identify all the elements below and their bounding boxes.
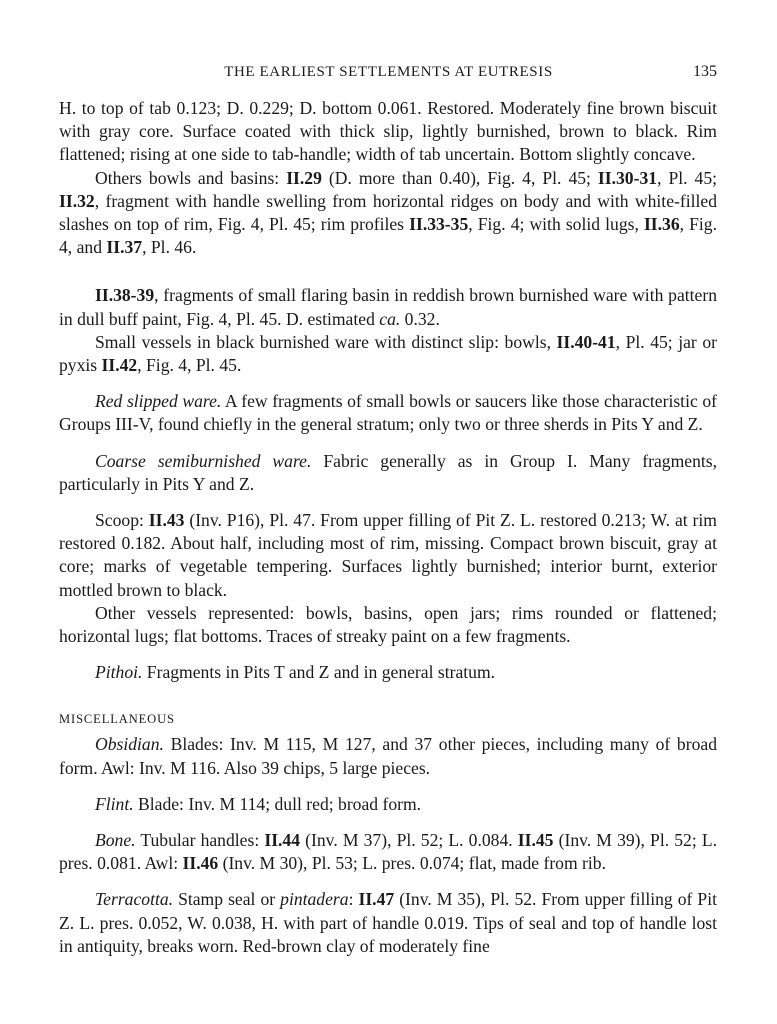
material-heading: Bone. xyxy=(95,830,136,851)
catalog-number: II.46 xyxy=(182,853,219,874)
paragraph-flaring-basin: II.38-39, fragments of small flaring basin in reddish brown burnished ware with pattern in dull buff paint, Fig. 4, Pl. 45. D. estimated ca. 0.32. xyxy=(59,285,717,329)
paragraph-flint: Flint. Blade: Inv. M 114; dull red; broad form. xyxy=(95,793,422,814)
material-heading: Flint. xyxy=(95,793,134,814)
catalog-number: II.44 xyxy=(264,830,301,851)
paragraph-small-vessels: Small vessels in black burnished ware with distinct slip: bowls, II.40-41, Pl. 45; jar or pyxis II.42, Fig. 4, Pl. 45. xyxy=(59,331,717,376)
catalog-number: II.33-35 xyxy=(409,214,469,235)
paragraph-pithoi: Pithoi. Fragments in Pits T and Z and in general stratum. xyxy=(95,662,496,683)
catalog-number: II.37 xyxy=(106,237,143,258)
catalog-number: II.36 xyxy=(643,214,680,235)
paragraph-other-bowls: Others bowls and basins: II.29 (D. more than 0.40), Fig. 4, Pl. 45; II.30-31, Pl. 45; II.32, fragment with handle swelling from horizontal ridges on body and with white-filled slashes on top of rim, Fig. 4, Pl. 45; rim profiles II.33-35, Fig. 4; with solid lugs, II.36, Fig. 4, and II.37, Pl. 46. xyxy=(59,167,718,258)
material-heading: Terracotta. xyxy=(95,889,174,910)
paragraph-terracotta: Terracotta. Stamp seal or pintadera: II.47 (Inv. M 35), Pl. 52. From upper filling of Pit Z. L. pres. 0.052, W. 0.038, H. with part of handle 0.019. Tips of seal and top of handle lost in antiquity, breaks worn. Red-brown clay of moderately fine xyxy=(59,889,717,956)
catalog-number: II.47 xyxy=(358,889,395,910)
material-heading: Obsidian. xyxy=(95,734,164,755)
ware-heading: Red slipped ware. xyxy=(95,391,222,412)
catalog-number: II.45 xyxy=(517,830,554,851)
catalog-number: II.38-39 xyxy=(95,285,155,306)
page-number: 135 xyxy=(693,63,717,80)
catalog-number: II.29 xyxy=(286,167,322,188)
paragraph-bone: Bone. Tubular handles: II.44 (Inv. M 37), Pl. 52; L. 0.084. II.45 (Inv. M 39), Pl. 52; L. pres. 0.081. Awl: II.46 (Inv. M 30), Pl. 53; L. pres. 0.074; flat, made from rib. xyxy=(59,830,718,874)
catalog-number: II.43 xyxy=(148,510,185,531)
catalog-number: II.30-31 xyxy=(597,167,658,188)
ware-heading: Pithoi. xyxy=(95,662,143,683)
paragraph-scoop: Scoop: II.43 (Inv. P16), Pl. 47. From upper filling of Pit Z. L. restored 0.213; W. at rim restored 0.182. About half, including most of rim, missing. Compact brown biscuit, gray at core; marks of vegetable tempering. Surfaces lightly burnished; interior burnt, exterior mottled brown to black. xyxy=(59,510,717,600)
paragraph-coarse-ware: Coarse semiburnished ware. Fabric generally as in Group I. Many fragments, particularly in Pits Y and Z. xyxy=(59,450,718,494)
running-title: THE EARLIEST SETTLEMENTS AT EUTRESIS xyxy=(224,64,553,80)
body-text xyxy=(59,97,717,958)
paragraph-red-slipped-ware: Red slipped ware. A few fragments of small bowls or saucers like those characteristic of Groups III-V, found chiefly in the general stratum; only two or three sherds in Pits Y and Z. xyxy=(59,391,718,435)
catalog-number: II.40-41 xyxy=(556,331,616,352)
paragraph-obsidian: Obsidian. Blades: Inv. M 115, M 127, and 37 other pieces, including many of broad form. Awl: Inv. M 116. Also 39 chips, 5 large pieces. xyxy=(59,734,717,778)
paragraph-vessel-description: H. to top of tab 0.123; D. 0.229; D. bottom 0.061. Restored. Moderately fine brown biscuit with gray core. Surface coated with thick slip, lightly burnished, brown to black. Rim flattened; rising at one side to tab-handle; width of tab uncertain. Bottom slightly concave. xyxy=(59,98,717,165)
section-heading-miscellaneous: MISCELLANEOUS xyxy=(59,712,175,727)
paragraph-other-vessels: Other vessels represented: bowls, basins, open jars; rims rounded or flattened; horizontal lugs; flat bottoms. Traces of streaky paint on a few fragments. xyxy=(59,602,717,647)
ware-heading: Coarse semiburnished ware. xyxy=(95,450,312,471)
catalog-number: II.42 xyxy=(101,355,138,376)
catalog-number: II.32 xyxy=(59,190,95,211)
